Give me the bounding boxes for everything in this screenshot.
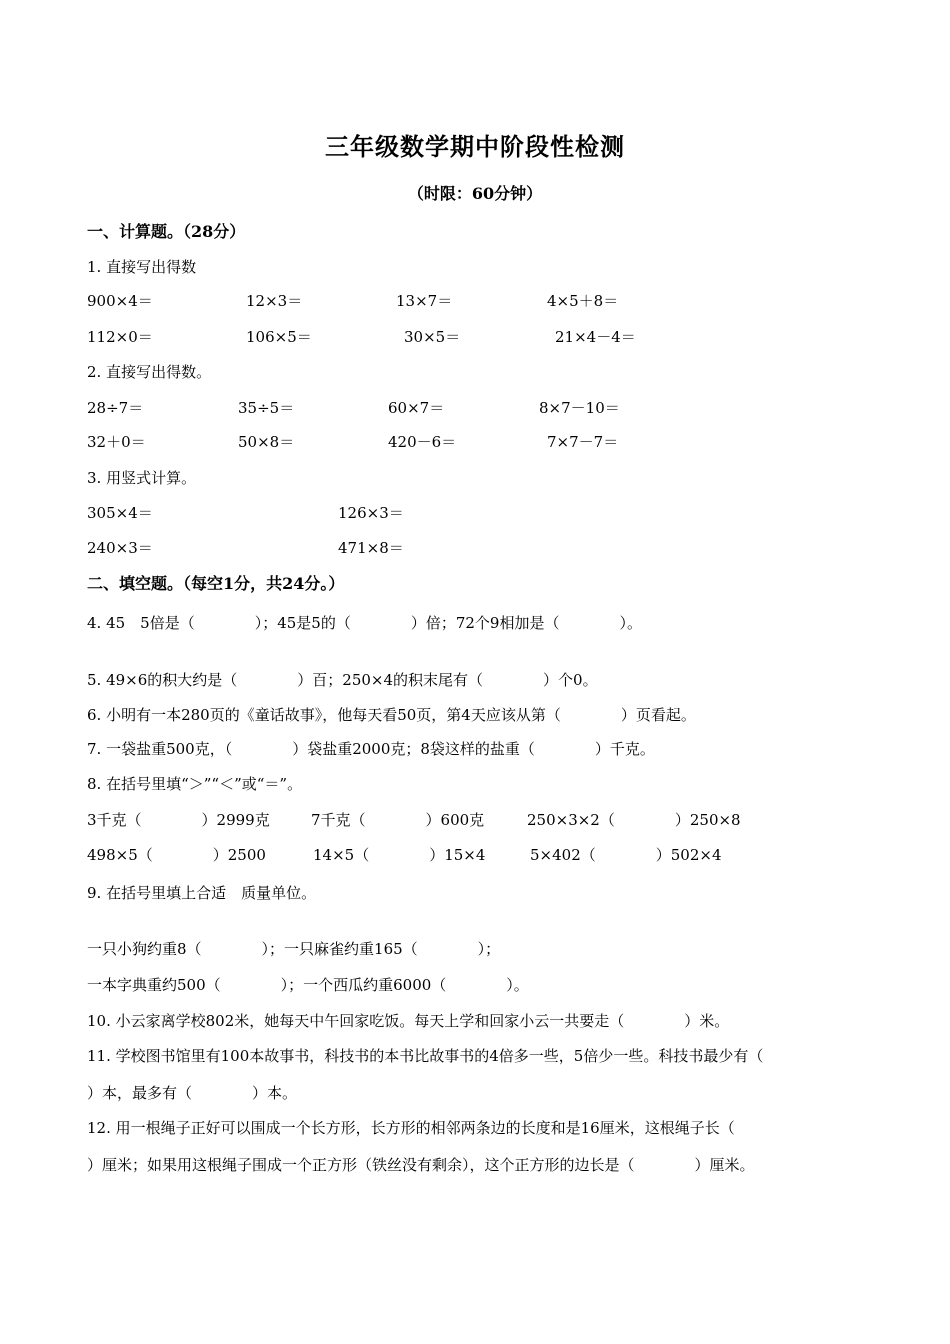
problem: 900×4＝ bbox=[87, 292, 153, 310]
section1-heading: 一、计算题。（28分） bbox=[87, 222, 246, 241]
problem: 8×7－10＝ bbox=[539, 399, 620, 417]
q7: 7. 一袋盐重500克，（ ）袋盐重2000克；8袋这样的盐重（ ）千克。 bbox=[87, 740, 655, 758]
problem: 21×4－4＝ bbox=[555, 328, 636, 346]
q9-label: 9. 在括号里填上合适 质量单位。 bbox=[87, 884, 317, 902]
q11-line2: ）本，最多有（ ）本。 bbox=[87, 1084, 298, 1102]
q5: 5. 49×6的积大约是（ ）百；250×4的积末尾有（ ）个0。 bbox=[87, 671, 598, 689]
comparison: 498×5（ ）2500 bbox=[87, 846, 266, 864]
problem: 7×7－7＝ bbox=[547, 433, 619, 451]
comparison: 3千克（ ）2999克 bbox=[87, 811, 270, 829]
q1-row2 bbox=[87, 326, 867, 348]
problem: 4×5＋8＝ bbox=[547, 292, 619, 310]
q2-label: 2. 直接写出得数。 bbox=[87, 363, 212, 381]
problem: 35÷5＝ bbox=[238, 399, 295, 417]
q2-row2 bbox=[87, 431, 867, 453]
problem: 240×3＝ bbox=[87, 539, 153, 557]
problem: 305×4＝ bbox=[87, 504, 153, 522]
problem: 30×5＝ bbox=[404, 328, 461, 346]
q8-row1 bbox=[87, 809, 867, 831]
problem: 50×8＝ bbox=[238, 433, 295, 451]
q12-line2: ）厘米；如果用这根绳子围成一个正方形（铁丝没有剩余），这个正方形的边长是（ ）厘米。 bbox=[87, 1156, 755, 1174]
time-limit: （时限：60分钟） bbox=[407, 184, 543, 203]
q8-label: 8. 在括号里填“＞”“＜”或“＝”。 bbox=[87, 775, 303, 793]
comparison: 7千克（ ）600克 bbox=[311, 811, 485, 829]
problem: 60×7＝ bbox=[388, 399, 445, 417]
problem: 106×5＝ bbox=[246, 328, 312, 346]
q11-line1: 11. 学校图书馆里有100本故事书，科技书的本书比故事书的4倍多一些，5倍少一些。科技书最少有（ bbox=[87, 1047, 764, 1065]
q9-line1: 一只小狗约重8（ ）；一只麻雀约重165（ ）； bbox=[87, 940, 501, 958]
q8-row2 bbox=[87, 844, 867, 866]
problem: 28÷7＝ bbox=[87, 399, 144, 417]
q1-label: 1. 直接写出得数 bbox=[87, 258, 197, 276]
problem: 126×3＝ bbox=[338, 504, 404, 522]
q2-row1 bbox=[87, 397, 867, 419]
comparison: 14×5（ ）15×4 bbox=[313, 846, 486, 864]
comparison: 5×402（ ）502×4 bbox=[530, 846, 722, 864]
comparison: 250×3×2（ ）250×8 bbox=[527, 811, 741, 829]
problem: 32＋0＝ bbox=[87, 433, 146, 451]
q9-line2: 一本字典重约500（ ）；一个西瓜约重6000（ ）。 bbox=[87, 976, 529, 994]
q4: 4. 45 5倍是（ ）；45是5的（ ）倍；72个9相加是（ ）。 bbox=[87, 614, 642, 632]
problem: 12×3＝ bbox=[246, 292, 303, 310]
q1-row1 bbox=[87, 290, 867, 312]
problem: 112×0＝ bbox=[87, 328, 153, 346]
page-title: 三年级数学期中阶段性检测 bbox=[325, 132, 625, 161]
problem: 13×7＝ bbox=[396, 292, 453, 310]
q3-row1 bbox=[87, 502, 867, 524]
problem: 471×8＝ bbox=[338, 539, 404, 557]
section2-heading: 二、填空题。（每空1分，共24分。） bbox=[87, 574, 345, 593]
q6: 6. 小明有一本280页的《童话故事》，他每天看50页，第4天应该从第（ ）页看起。 bbox=[87, 706, 696, 724]
q3-label: 3. 用竖式计算。 bbox=[87, 469, 197, 487]
q10: 10. 小云家离学校802米，她每天中午回家吃饭。每天上学和回家小云一共要走（ ）米。 bbox=[87, 1012, 730, 1030]
q12-line1: 12. 用一根绳子正好可以围成一个长方形，长方形的相邻两条边的长度和是16厘米，这根绳子长（ bbox=[87, 1119, 735, 1137]
problem: 420－6＝ bbox=[388, 433, 457, 451]
q3-row2 bbox=[87, 537, 867, 559]
